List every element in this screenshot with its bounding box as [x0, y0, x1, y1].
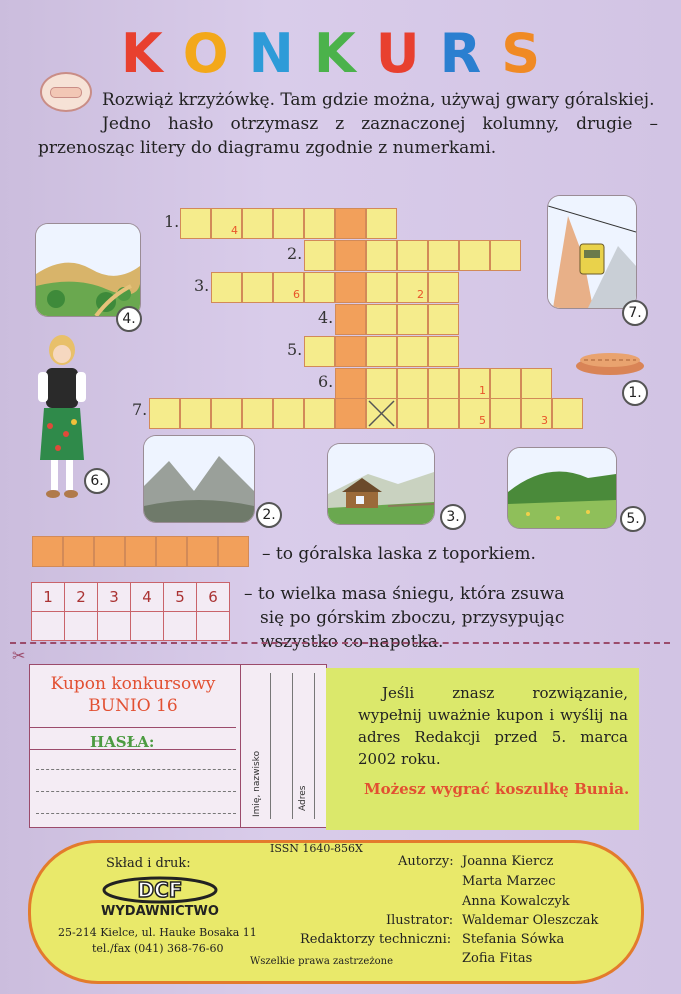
title-letter: S [501, 22, 561, 85]
answer-2-line: wszystko co napotka. [260, 632, 444, 652]
title-letter: K [313, 22, 376, 85]
author-name: Anna Kowalczyk [462, 894, 570, 909]
answer-number: 2 [65, 583, 98, 612]
row-label: 3. [194, 276, 210, 295]
picture-number-badge: 2. [256, 502, 282, 528]
row-label: 4. [318, 308, 334, 327]
crossword-cell[interactable] [490, 398, 521, 429]
crossword-cell[interactable] [304, 336, 335, 367]
answer-line[interactable] [36, 769, 236, 770]
picture-number-badge: 3. [440, 504, 466, 530]
instructions [38, 88, 658, 160]
rights-notice: Wszelkie prawa zastrzeżone [250, 956, 393, 967]
crossword-cell[interactable] [366, 208, 397, 239]
address-line[interactable] [314, 673, 315, 819]
crossword-cell[interactable] [428, 304, 459, 335]
answer-cell[interactable] [197, 612, 230, 641]
crossword-cell[interactable] [459, 240, 490, 271]
logo-text: DCF [137, 878, 183, 902]
coupon-title-line: BUNIO 16 [88, 696, 178, 716]
publisher-address: 25-214 Kielce, ul. Hauke Bosaka 11 [58, 926, 257, 939]
picture-number-badge: 6. [84, 468, 110, 494]
crossword-cell[interactable] [366, 368, 397, 399]
answer-number: 4 [131, 583, 164, 612]
instructions-line-1: Rozwiąż krzyżówkę. Tam gdzie można, używaj gwary góralskiej. [102, 90, 655, 110]
highlander-girl-picture [36, 334, 88, 500]
crossword-cell-highlighted[interactable] [335, 208, 366, 239]
crossword-cell[interactable] [428, 398, 459, 429]
crossword-cell[interactable] [366, 240, 397, 271]
row-label: 2. [287, 244, 303, 263]
answers-label: HASŁA: [90, 733, 155, 751]
crossword-cell[interactable] [397, 398, 428, 429]
crossword-cell[interactable] [397, 272, 428, 303]
crossword-cell-highlighted[interactable] [335, 240, 366, 271]
contest-info-text: Jeśli znasz rozwiązanie, wypełnij uważnie kupon i wyślij na adres Redakcji przed 5. marca 2002 roku. [358, 684, 628, 768]
answer-1-grid[interactable] [32, 536, 249, 567]
title-letter: R [439, 22, 502, 85]
editor-name: Stefania Sówka [462, 932, 565, 947]
row-label: 5. [287, 340, 303, 359]
answer-cell[interactable] [98, 612, 131, 641]
answer-cell[interactable] [164, 612, 197, 641]
picture-number-badge: 7. [622, 300, 648, 326]
title-letter: N [248, 22, 314, 85]
crossword-cell[interactable] [366, 272, 397, 303]
alpine-meadow-picture [508, 448, 616, 528]
crossword-cell[interactable] [273, 208, 304, 239]
crossword-cell[interactable] [304, 208, 335, 239]
answer-number: 6 [197, 583, 230, 612]
crossword-cell[interactable] [211, 272, 242, 303]
instructions-line-2: Jedno hasło otrzymasz z zaznaczonej kolumny, drugie – przenosząc litery do diagramu zgodnie z numerkami. [38, 114, 658, 158]
crossword-cell[interactable] [397, 336, 428, 367]
answer-2-line: się po górskim zboczu, przysypując [260, 608, 565, 628]
picture-number-badge: 4. [116, 306, 142, 332]
address-label: Adres [298, 785, 308, 811]
divider [30, 727, 236, 728]
crossword-cell[interactable] [490, 368, 521, 399]
answer-cell[interactable] [32, 612, 65, 641]
crossword-cell-highlighted[interactable] [335, 272, 366, 303]
answer-number: 3 [98, 583, 131, 612]
coupon-title [30, 665, 236, 717]
author-name: Marta Marzec [462, 874, 556, 889]
scissors-icon: ✂ [12, 646, 26, 665]
crossword-cell[interactable] [459, 398, 490, 429]
crossword-cell[interactable] [366, 336, 397, 367]
crossword-cell[interactable] [521, 398, 552, 429]
crossword-cell[interactable] [211, 208, 242, 239]
meadow-picture [36, 224, 140, 316]
mountain-hut-picture [328, 444, 434, 524]
crossword-cell[interactable] [242, 398, 273, 429]
picture-number-badge: 5. [620, 506, 646, 532]
answer-line[interactable] [36, 813, 236, 814]
crossword-cell-crossed [366, 398, 397, 429]
crossword-cell[interactable] [428, 272, 459, 303]
crossword-cell[interactable] [304, 272, 335, 303]
crossword-cell[interactable] [521, 368, 552, 399]
crossword-cell[interactable] [149, 398, 180, 429]
illustrator-name: Waldemar Oleszczak [462, 913, 599, 928]
crossword-cell[interactable] [397, 240, 428, 271]
prize-text: Możesz wygrać koszulkę Bunia. [364, 780, 630, 798]
crossword-cell[interactable] [366, 304, 397, 335]
crossword-cell[interactable] [273, 272, 304, 303]
answer-2-grid[interactable] [31, 582, 230, 641]
cell-number: 4 [231, 224, 238, 237]
crossword-cell-highlighted[interactable] [335, 304, 366, 335]
crossword-cell-highlighted[interactable] [335, 368, 366, 399]
editors-label: Redaktorzy techniczni: [300, 932, 452, 947]
name-line[interactable] [270, 673, 271, 819]
contest-coupon [29, 664, 327, 828]
mountains-picture [144, 436, 254, 522]
contest-info-box [326, 668, 639, 830]
title-letter: U [375, 22, 440, 85]
illustrator-label: Ilustrator: [386, 913, 454, 928]
crossword-cell[interactable] [304, 398, 335, 429]
address-line[interactable] [292, 673, 293, 819]
authors-label: Autorzy: [398, 854, 454, 869]
crossword-cell[interactable] [459, 368, 490, 399]
row-label: 7. [132, 400, 148, 419]
title-letter: O [182, 22, 249, 85]
answer-cell[interactable] [65, 612, 98, 641]
answer-2-line: – to wielka masa śniegu, która zsuwa [244, 584, 565, 604]
cell-number: 2 [417, 288, 424, 301]
cut-line [10, 642, 670, 644]
picture-number-badge: 1. [622, 380, 648, 406]
divider [240, 665, 241, 827]
crossword-cell[interactable] [242, 208, 273, 239]
crossword-cell-highlighted[interactable] [335, 336, 366, 367]
answer-number: 5 [164, 583, 197, 612]
answer-number: 1 [32, 583, 65, 612]
cross-mark-icon [367, 399, 396, 428]
editor-name: Zofia Fitas [462, 951, 533, 966]
cell-number: 1 [479, 384, 486, 397]
crossword-cell[interactable] [490, 240, 521, 271]
row-label: 6. [318, 372, 334, 391]
logo-text: WYDAWNICTWO [101, 904, 219, 918]
cable-car-picture [548, 196, 636, 308]
issn: ISSN 1640-856X [270, 842, 363, 855]
crossword-cell[interactable] [273, 398, 304, 429]
crossword-cell[interactable] [552, 398, 583, 429]
print-label: Skład i druk: [106, 856, 191, 871]
row-label: 1. [164, 212, 180, 231]
crossword-cell[interactable] [180, 398, 211, 429]
crossword-cell[interactable] [242, 272, 273, 303]
cell-number: 6 [293, 288, 300, 301]
cell-number: 5 [479, 414, 486, 427]
name-label: Imię, nazwisko [252, 750, 262, 817]
cell-number: 3 [541, 414, 548, 427]
crossword-cell[interactable] [428, 368, 459, 399]
crossword-cell[interactable] [304, 240, 335, 271]
crossword-cell[interactable] [428, 240, 459, 271]
crossword-cell-highlighted[interactable] [335, 398, 366, 429]
publisher-phone: tel./fax (041) 368-76-60 [92, 942, 224, 955]
page-title [0, 22, 681, 85]
cheese-picture [572, 346, 648, 378]
answer-1-description: – to góralska laska z toporkiem. [262, 544, 536, 564]
crossword-cell[interactable] [397, 304, 428, 335]
answer-cell[interactable] [131, 612, 164, 641]
coupon-title-line: Kupon konkursowy [50, 674, 216, 694]
crossword-cell[interactable] [428, 336, 459, 367]
dcf-logo [90, 876, 230, 918]
author-name: Joanna Kiercz [462, 854, 554, 869]
crossword-cell[interactable] [397, 368, 428, 399]
crossword-cell[interactable] [211, 398, 242, 429]
answer-line[interactable] [36, 791, 236, 792]
crossword-cell[interactable] [180, 208, 211, 239]
title-letter: K [120, 22, 183, 85]
